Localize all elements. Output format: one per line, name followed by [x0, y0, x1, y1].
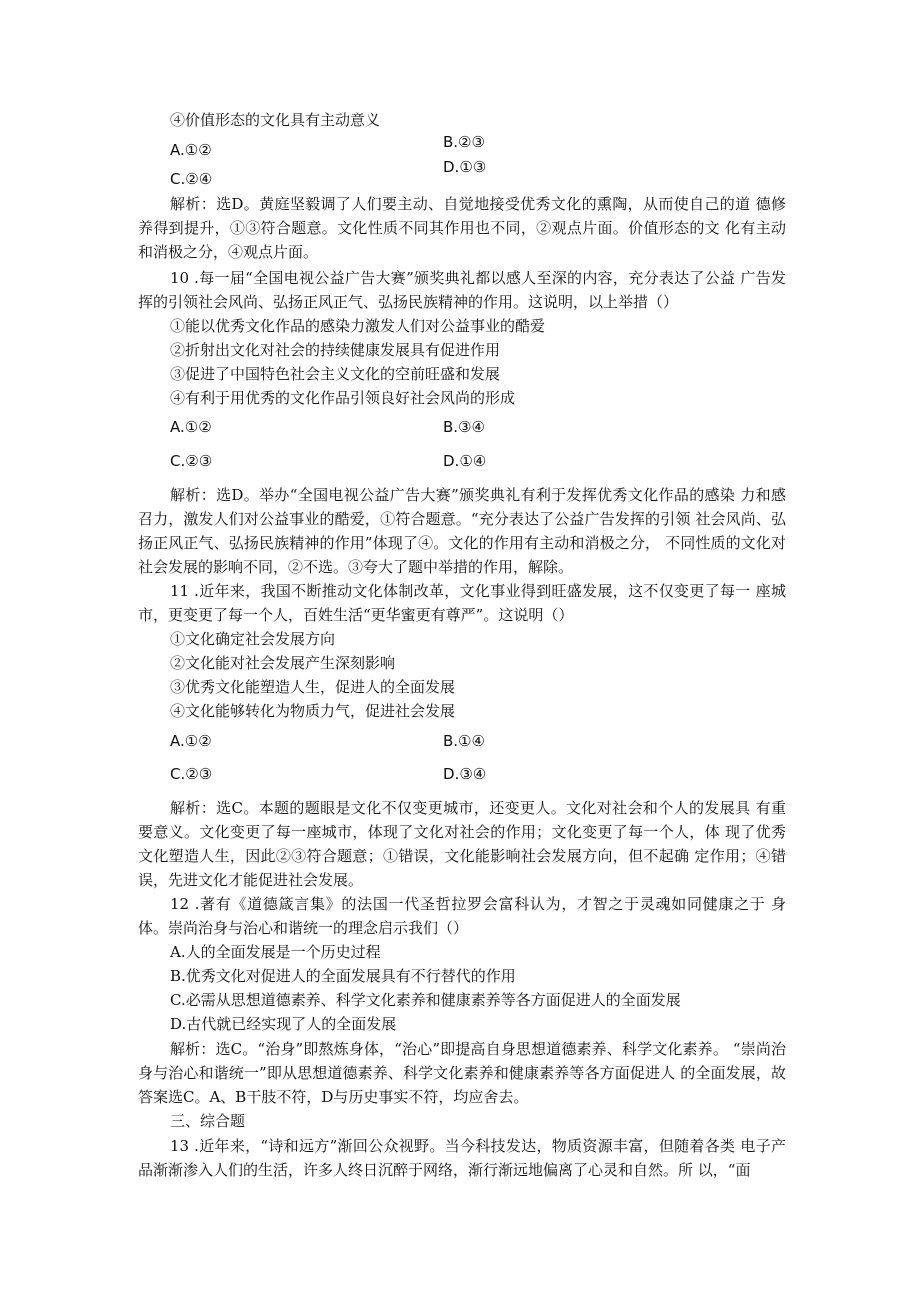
q10-analysis: 解析：选D。举办“全国电视公益广告大赛”颁奖典礼有利于发挥优秀文化作品的感染 力和感召力，激发人们对公益事业的酷爱，①符合题意。“充分表达了公益广告发挥的引领 社会风尚、弘扬正风正气、弘扬民族精神的作用”体现了④。文化的作用有主动和消极之分， 不同性质的文化对社会发展的影响不同，②不选。③夸大了题中举措的作用，解除。 — [138, 486, 786, 576]
section-3-heading: 三、综合题 — [170, 1112, 246, 1130]
q10-option-c: C.②③ — [170, 452, 213, 470]
q11-stem: 11 .近年来，我国不断推动文化体制改革，文化事业得到旺盛发展，这不仅变更了每一 座城市，更变更了每一个人，百姓生活“更华蜜更有尊严”。这说明（） — [138, 582, 786, 624]
q10-option-b: B.③④ — [443, 418, 485, 436]
q11-statement-3: ③优秀文化能塑造人生，促进人的全面发展 — [170, 678, 456, 696]
q9-statement-4: ④价值形态的文化具有主动意义 — [170, 111, 381, 129]
q10-statement-4: ④有利于用优秀的文化作品引领良好社会风尚的形成 — [170, 389, 516, 407]
q9-option-c: C.②④ — [170, 170, 213, 188]
q9-option-a: A.①② — [170, 141, 212, 159]
q11-option-b: B.①④ — [443, 732, 485, 750]
q10-statement-3: ③促进了中国特色社会主义文化的空前旺盛和发展 — [170, 365, 501, 383]
q11-statement-4: ④文化能够转化为物质力气，促进社会发展 — [170, 702, 456, 720]
q11-option-d: D.③④ — [443, 765, 487, 783]
q12-option-a: A.人的全面发展是一个历史过程 — [170, 943, 381, 961]
q12-option-d: D.古代就已经实现了人的全面发展 — [170, 1015, 397, 1033]
q12-option-c: C.必需从思想道德素养、科学文化素养和健康素养等各方面促进人的全面发展 — [170, 991, 681, 1009]
q11-statement-2: ②文化能对社会发展产生深刻影响 — [170, 654, 396, 672]
q11-analysis: 解析：选C。本题的题眼是文化不仅变更城市，还变更人。文化对社会和个人的发展具 有重要意义。文化变更了每一座城市，体现了文化对社会的作用；文化变更了每一个人，体 现了优秀文化塑造人生，因此②③符合题意；①错误，文化能影响社会发展方向，但不起确 定作用；④错误，先进文化才能促进社会发展。 — [138, 799, 786, 889]
q12-option-b: B.优秀文化对促进人的全面发展具有不行替代的作用 — [170, 967, 516, 985]
q13-stem: 13 .近年来，“诗和远方”渐回公众视野。当今科技发达，物质资源丰富，但随着各类 电子产品渐渐渗入人们的生活，许多人终日沉醉于网络，渐行渐远地偏离了心灵和自然。所 以，“面 — [138, 1137, 786, 1179]
q12-stem: 12 .著有《道德箴言集》的法国一代圣哲拉罗会富科认为，才智之于灵魂如同健康之于 身体。崇尚治身与治心和谐统一的理念启示我们（） — [138, 895, 786, 937]
q11-option-a: A.①② — [170, 732, 212, 750]
q10-statement-1: ①能以优秀文化作品的感染力激发人们对公益事业的酷爱 — [170, 317, 546, 335]
q9-option-d: D.①③ — [443, 158, 487, 176]
q10-option-d: D.①④ — [443, 452, 487, 470]
q10-option-a: A.①② — [170, 418, 212, 436]
q11-statement-1: ①文化确定社会发展方向 — [170, 630, 336, 648]
q11-option-c: C.②③ — [170, 765, 213, 783]
q9-analysis: 解析：选D。黄庭坚毅调了人们要主动、自觉地接受优秀文化的熏陶，从而使自己的道 德修养得到提升，①③符合题意。文化性质不同其作用也不同，②观点片面。价值形态的文 化有主动和消极之分，④观点片面。 — [138, 195, 786, 261]
q10-stem: 10 .每一届“全国电视公益广告大赛”颁奖典礼都以感人至深的内容，充分表达了公益 广告发挥的引领社会风尚、弘扬正风正气、弘扬民族精神的作用。这说明，以上举措（） — [138, 269, 786, 311]
q10-statement-2: ②折射出文化对社会的持续健康发展具有促进作用 — [170, 341, 501, 359]
q9-option-b: B.②③ — [443, 133, 485, 151]
q12-analysis: 解析：选C。“治身”即熬炼身体，“治心”即提高自身思想道德素养、科学文化素养。 “崇尚治身与治心和谐统一”即从思想道德素养、科学文化素养和健康素养等各方面促进人 的全面发展，故答案选C。A、B干肢不符，D与历史事实不符，均应舍去。 — [138, 1040, 786, 1106]
